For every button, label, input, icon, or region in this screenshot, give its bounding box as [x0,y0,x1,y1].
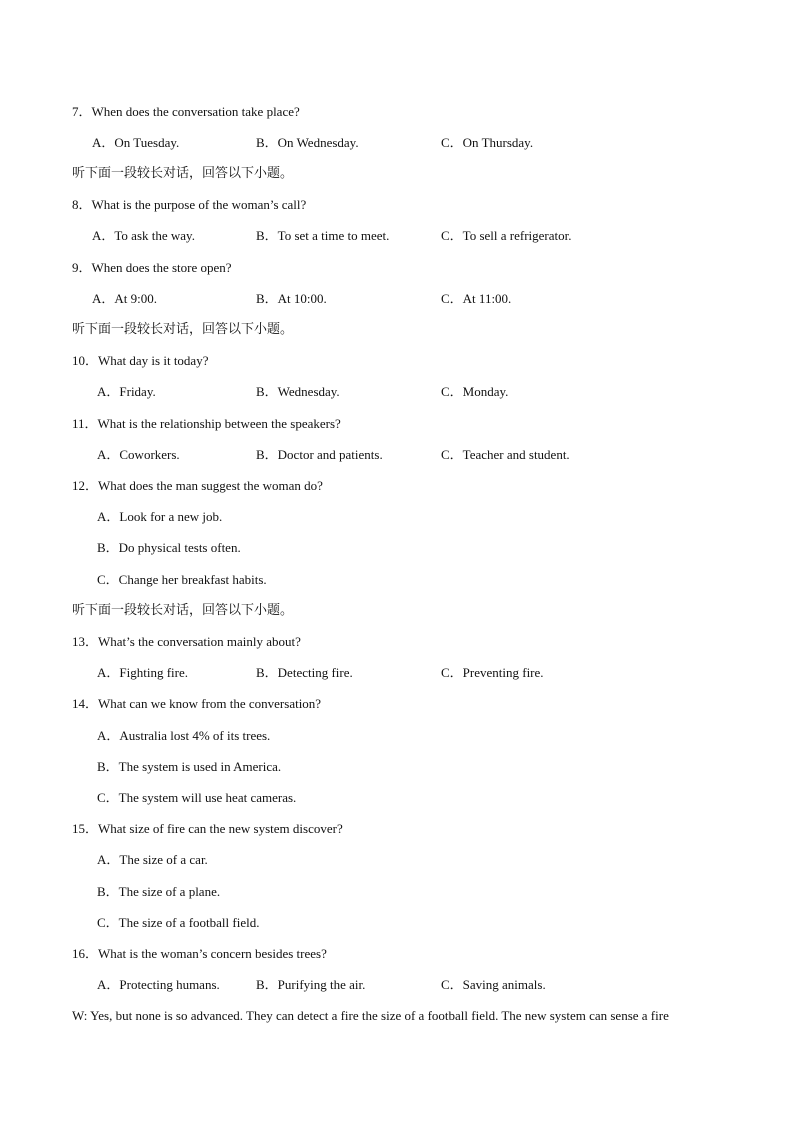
question-16-option-a: A．Protecting humans. [97,977,220,992]
question-16-option-b: B．Purifying the air. [256,977,366,992]
question-10-stem: 10．What day is it today? [72,353,209,368]
question-13-option-a: A．Fighting fire. [97,665,188,680]
question-15-option-c: C．The size of a football field. [97,915,260,930]
question-11-options [97,447,737,463]
question-9-option-c: C．At 11:00. [441,291,512,306]
question-11-option-a: A．Coworkers. [97,447,180,462]
question-9-stem: 9．When does the store open? [72,260,232,275]
question-7-option-a: A．On Tuesday. [92,135,180,150]
question-16-stem: 16．What is the woman’s concern besides trees? [72,946,327,961]
question-12-option-a: A．Look for a new job. [97,509,223,524]
question-13-option-b: B．Detecting fire. [256,665,353,680]
question-16-option-c: C．Saving animals. [441,977,546,992]
question-15-stem: 15．What size of fire can the new system discover? [72,821,343,836]
question-8-option-b: B．To set a time to meet. [256,228,390,243]
question-14-option-b: B．The system is used in America. [97,759,282,774]
question-8-options [92,228,732,244]
question-7-option-b: B．On Wednesday. [256,135,359,150]
question-7-stem: 7．When does the conversation take place? [72,104,300,119]
question-11-stem: 11．What is the relationship between the speakers? [72,416,341,431]
section-instruction-2: 听下面一段较长对话，回答以下小题。 [72,322,294,337]
question-7-option-c: C．On Thursday. [441,135,534,150]
question-14-stem: 14．What can we know from the conversation? [72,696,322,711]
question-11-option-c: C．Teacher and student. [441,447,570,462]
section-instruction-3: 听下面一段较长对话，回答以下小题。 [72,603,294,618]
question-14-option-a: A．Australia lost 4% of its trees. [97,728,271,743]
question-8-stem: 8．What is the purpose of the woman’s call? [72,197,307,212]
question-11-option-b: B．Doctor and patients. [256,447,383,462]
question-15-option-a: A．The size of a car. [97,852,208,867]
question-9-option-b: B．At 10:00. [256,291,327,306]
question-10-option-b: B．Wednesday. [256,384,340,399]
question-12-option-b: B．Do physical tests often. [97,540,241,555]
section-instruction-1: 听下面一段较长对话，回答以下小题。 [72,166,294,181]
question-8-option-c: C．To sell a refrigerator. [441,228,572,243]
question-16-options [97,977,737,993]
dialogue-line: W: Yes, but none is so advanced. They can detect a fire the size of a football field. The new system can sense a fire [72,1008,669,1023]
question-10-options [97,384,737,400]
question-9-option-a: A．At 9:00. [92,291,158,306]
question-7-options [92,135,732,151]
question-15-option-b: B．The size of a plane. [97,884,221,899]
question-12-option-c: C．Change her breakfast habits. [97,572,267,587]
question-13-options [97,665,737,681]
question-13-option-c: C．Preventing fire. [441,665,544,680]
question-9-options [92,291,732,307]
question-8-option-a: A．To ask the way. [92,228,195,243]
question-10-option-a: A．Friday. [97,384,156,399]
question-14-option-c: C．The system will use heat cameras. [97,790,297,805]
question-12-stem: 12．What does the man suggest the woman do? [72,478,323,493]
question-10-option-c: C．Monday. [441,384,509,399]
question-13-stem: 13．What’s the conversation mainly about? [72,634,301,649]
